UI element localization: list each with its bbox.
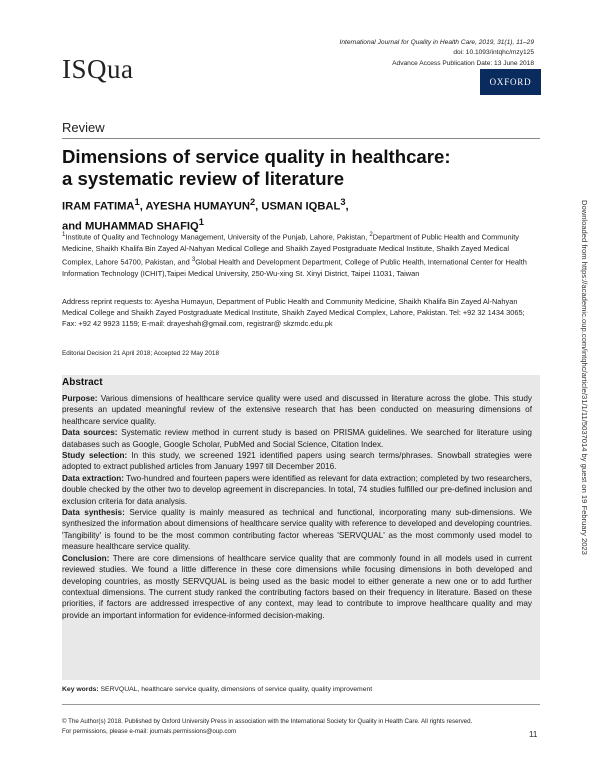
title-line-1: Dimensions of service quality in healthcare: [62, 146, 451, 167]
section-label: Review [62, 120, 105, 135]
author-affiliation-mark: 1 [134, 197, 140, 207]
abstract-label: Data sources: [62, 428, 118, 438]
abstract-purpose [62, 393, 532, 427]
copyright-notice [62, 717, 502, 738]
affiliation-mark: 1 [62, 231, 66, 238]
author-separator: , [139, 200, 146, 213]
affiliation-text: Department of Public Health and Community Medicine, Shaikh Khalifa Bin Zayed Al-Nahyan Medical College and Shaikh Zayed Postgraduate Medical Institute, Shaikh Zayed Medical Complex, Lahore 54700, Pakistan, and [62, 232, 520, 267]
advance-access-date: Advance Access Publication Date: 13 June 2018 [392, 59, 534, 67]
abstract-text: Service quality is mainly measured as technical and functional, incorporating many sub-dimensions. We synthesized the information about dimensions of healthcare service quality with reference to developed and developing countries. 'Tangibility' is found to be the most common contributing factor whereas 'SERVQUAL' as the most commonly used model to measure healthcare service quality. [62, 508, 532, 552]
abstract-label: Data synthesis: [62, 508, 125, 518]
abstract-study-selection [62, 450, 532, 473]
journal-title: International Journal for Quality in Health Care, 2019, 31(1), 11–29 [339, 39, 534, 46]
author-name: IRAM FATIMA [62, 200, 135, 213]
keywords-label: Key words: [62, 686, 99, 693]
author-name: MUHAMMAD SHAFIQ [85, 220, 199, 233]
author-separator: , [345, 200, 349, 213]
download-watermark [576, 200, 592, 580]
abstract-data-extraction [62, 473, 532, 507]
reprint-address: Address reprint requests to: Ayesha Humayun, Department of Public Health and Community Medicine, Shaikh Khalifa Bin Zayed Al-Nahyan Medical College and Shaikh Zayed Postgraduate Medical Institute, Shaikh Zayed Medical Complex, Lahore, Pakistan. Tel: +92 32 1434 3065; Fax: +92 42 9923 1159; E-mail: drayeshah@gmail.com, registrar@ skzmdc.edu.pk [62, 297, 525, 329]
permissions-email[interactable]: For permissions, please e-mail: journals.permissions@oup.com [62, 728, 237, 736]
doi-link[interactable]: doi: 10.1093/intqhc/mzy125 [453, 49, 534, 57]
abstract-label: Study selection: [62, 451, 128, 461]
abstract-text: Various dimensions of healthcare service quality were used and discussed in literature across the globe. This study presents an updated meaningful review of the extensive research that has been conducted on measuring dimensions of healthcare service quality. [62, 394, 532, 426]
author-and: and [62, 220, 85, 233]
abstract-text: Two-hundred and fourteen papers were identified as relevant for data extraction; completed by two researchers, double checked by the other two to develop agreement in discrepancies. In total, 74 studies fulfilled our pre-defined inclusion and exclusion criteria for data analysis. [62, 473, 532, 506]
affiliation-text: Institute of Quality and Technology Management, University of the Punjab, Lahore, Pakistan, [65, 232, 370, 242]
abstract-label: Data extraction: [62, 473, 124, 483]
page-number: 11 [529, 730, 538, 739]
article-title [62, 146, 532, 190]
title-line-2: a systematic review of literature [62, 168, 345, 189]
keywords-text: SERVQUAL, healthcare service quality, dimensions of service quality, quality improvement [98, 686, 373, 693]
download-watermark-text: Downloaded from https://academic.oup.com/intqhc/article/31/1/11/5037014 by guest on 19 February 2023 [580, 200, 589, 555]
oxford-publisher-badge: OXFORD [480, 69, 541, 95]
copyright-text: © The Author(s) 2018. Published by Oxford University Press in association with the International Society for Quality in Health Care. All rights reserved. [62, 718, 473, 725]
abstract-label: Conclusion: [62, 553, 110, 563]
editorial-dates: Editorial Decision 21 April 2018; Accepted 22 May 2018 [62, 350, 220, 357]
affiliation-mark: 2 [369, 231, 373, 238]
keywords [62, 686, 540, 693]
isqua-logo: ISQua [62, 54, 134, 84]
affiliation-mark: 3 [191, 255, 196, 263]
author-name: USMAN IQBAL [261, 200, 341, 213]
abstract-conclusion [62, 553, 532, 621]
abstract-data-sources [62, 427, 532, 450]
section-divider [62, 138, 540, 139]
affiliations [62, 229, 540, 279]
abstract-label: Purpose: [62, 394, 98, 403]
author-name: AYESHA HUMAYUN [145, 200, 250, 213]
abstract-text: In this study, we screened 1921 identified papers using search terms/phrases. Snowball strategies were adopted to extract published articles from January 1997 till December 2016. [62, 451, 532, 472]
author-separator: , [255, 200, 262, 213]
abstract-text: There are core dimensions of healthcare service quality that are commonly found in all models used in current reviewed studies. We found a little difference in these core dimensions while focusing dimensions in both developed and developing countries, as mostly SERVQUAL is being used as the basic model to either generate a new one or to add further contextual dimensions. The current study ranked the contributing factors based on their frequency in literature. Based on these priorities, if factors are addressed irrespective of any context, may lead to contribute to improve healthcare quality and may provide an important information for evidence-informed decision-making. [62, 553, 532, 620]
affiliation-text: Global Health and Development Department, College of Public Health, International Center for Health Information Technology (ICHIT),Taipei Medical University, 250-Wu-xing St. Xinyi District, Taipei 11031, Taiwan [62, 257, 527, 278]
footer-divider [62, 704, 540, 705]
abstract-data-synthesis [62, 507, 532, 553]
abstract-heading: Abstract [62, 377, 103, 388]
author-affiliation-mark: 2 [249, 197, 256, 207]
abstract-box [62, 375, 540, 680]
author-affiliation-mark: 1 [198, 217, 204, 228]
author-affiliation-mark: 3 [340, 197, 346, 207]
abstract-text: Systematic review method in current study is based on PRISMA guidelines. We searched for literature using databases such as Google, Google Scholar, PubMed and Social Science, Citation Index. [62, 428, 532, 449]
